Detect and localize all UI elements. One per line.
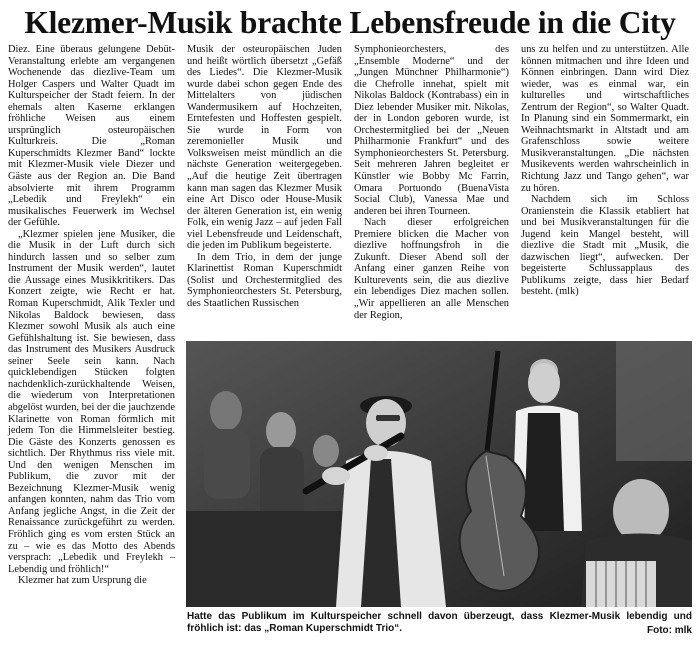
paragraph: Diez. Eine überaus gelungene Debüt-Veranstaltung erlebte am vergangenen Wochenende das diezlive-Team um Holger Caspers und Walter Quadt im Kulturspeicher der Stadt feiern. In der ehemals alten Kaserne erklangen fröhliche Weisen aus einem ursprünglich osteuropäischen Kulturkreis. Die „Roman Kuperschmidts Klezmer Band“ lockte mit Klezmer-Musik viele Diezer und Gäste aus der Region an. Die Band absolvierte mit ihrem Programm „Lebedik und Freylekh“ ein musikalisches Feuerwerk im Wechsel der Gefühle. xyxy=(8,44,175,229)
concert-photo xyxy=(186,341,692,607)
paragraph: Nachdem sich im Schloss Oranienstein die Klassik etabliert hat und bei Musikveranstaltungen für die Jugend kein Mangel besteht, will diezlive die Stadt mit „Musik, die dazwischen liegt“, aufwecken. Der begeisterte Schlussapplaus des Publikums zeigte, dass hier Bedarf besteht. (mlk) xyxy=(521,194,689,298)
paragraph: „Klezmer spielen jene Musiker, die die Musik in der Luft durch sich hindurch lassen und so selber zum Instrument der Musik werden“, lautet die Aussage eines Musikkritikers. Das Konzert zeigte, wie Recht er hat. Roman Kuperschmidt, Alik Texler und Nikolas Baldock bewiesen, dass Klezmer sowohl Musik als auch eine Gefühlshaltung ist. Sie bewiesen, dass das Instrument des Musikers Ausdruck seiner Seele sein kann. Nach quicklebendigen Stücken folgten nachdenklich-zurückhaltende Weisen, die wiederum von Interpretationen abgelöst wurden, bei der die jauchzende Klarinette von Roman förmlich mit jedem Ton die Himmelsleiter bestieg. Die Gäste des Konzerts genossen es sichtlich. Der Rhythmus riss viele mit. Und den wenigen Menschen im Publikum, die zuvor mit der Bezeichnung Klezmer-Musik wenig anfangen konnten, nahm das Trio vom Anfang jegliche Angst, in die Zeit der Renaissance zurückgeführt zu werden. Fröhlich ging es vom ersten Stück an zu – wie es das Motto des Abends versprach: „Lebedik und Freylekh – Lebendig und fröhlich!“ xyxy=(8,228,175,575)
article-headline: Klezmer-Musik brachte Lebensfreude in die City xyxy=(24,5,676,40)
paragraph: Nach dieser erfolgreichen Premiere blicken die Macher von diezlive hoffnungsfroh in die Zukunft. Dieser Abend soll der Anfang einer ganzen Reihe von Kulturevents sein, die aus diezlive ein lebendiges Diez machen sollen. „Wir appellieren an alle Menschen der Region, xyxy=(354,217,509,321)
text-column-4 xyxy=(521,44,689,340)
photo-caption: Hatte das Publikum im Kulturspeicher schnell davon überzeugt, dass Klezmer-Musik lebendig und fröhlich ist: das „Roman Kuperschmidt Trio“. xyxy=(187,611,692,634)
paragraph: Klezmer hat zum Ursprung die xyxy=(18,575,147,587)
photo-credit: Foto: mlk xyxy=(647,625,692,636)
paragraph: uns zu helfen und zu unterstützen. Alle können mitmachen und ihre Ideen und Können einbringen. Dann wird Diez wieder, was es einmal war, ein kulturelles und wirtschaftliches Zentrum der Region“, so Walter Quadt. In Planung sind ein Sommermarkt, ein Weihnachtsmarkt in Altstadt und am Grafenschloss sowie weitere Musikveranstaltungen. „Die nächsten Musikevents werden wahrscheinlich in Richtung Jazz und Tango gehen“, war zu hören. xyxy=(521,44,689,194)
paragraph: Musik der osteuropäischen Juden und heißt wörtlich übersetzt „Gefäß des Liedes“. Die Klezmer-Musik wurde dabei schon gegen Ende des Mittelalters von jüdischen Wandermusikern auf Hochzeiten, Erntefesten und Hoffesten gespielt. Sie wurde in Form von zeremonieller Musik und Volksweisen meist mündlich an die nächste Generation weitergegeben. „Auf die heutige Zeit übertragen kann man sagen das Klezmer Musik eine Art Disco oder House-Musik der älteren Generation ist, ein wenig Folk, ein wenig Jazz – auf jeden Fall viel Lebensfreude und Leidenschaft, die jeden im Publikum begeisterte. xyxy=(187,44,342,252)
text-column-1 xyxy=(8,44,175,642)
paragraph: In dem Trio, in dem der junge Klarinettist Roman Kuperschmidt (Solist und Orchestermitglied des Symphonieorchesters St. Petersburg, des Staatlichen Russischen xyxy=(187,251,342,310)
paragraph: Symphonieorchesters, des „Ensemble Moderne“ und der „Jungen Münchner Philharmonie“) die Chefrolle innehat, spielt mit Nikolas Baldock (Kontrabass) ein in Diez lebender Musiker mit. Nikolas, der in London geboren wurde, ist Orchestermitglied bei der „Neuen Philharmonie Frankfurt“ und des Symphonieorchesters St. Petersburg. Seit mehreren Jahren begleitet er Künstler wie Bobby Mc Farrin, Omara Portuondo (BuenaVista Social Club), Vanessa Mae und anderen bei ihren Tourneen. xyxy=(354,44,509,217)
text-column-3 xyxy=(354,44,509,340)
concert-photo-illustration xyxy=(186,341,692,607)
text-column-2 xyxy=(187,44,342,340)
